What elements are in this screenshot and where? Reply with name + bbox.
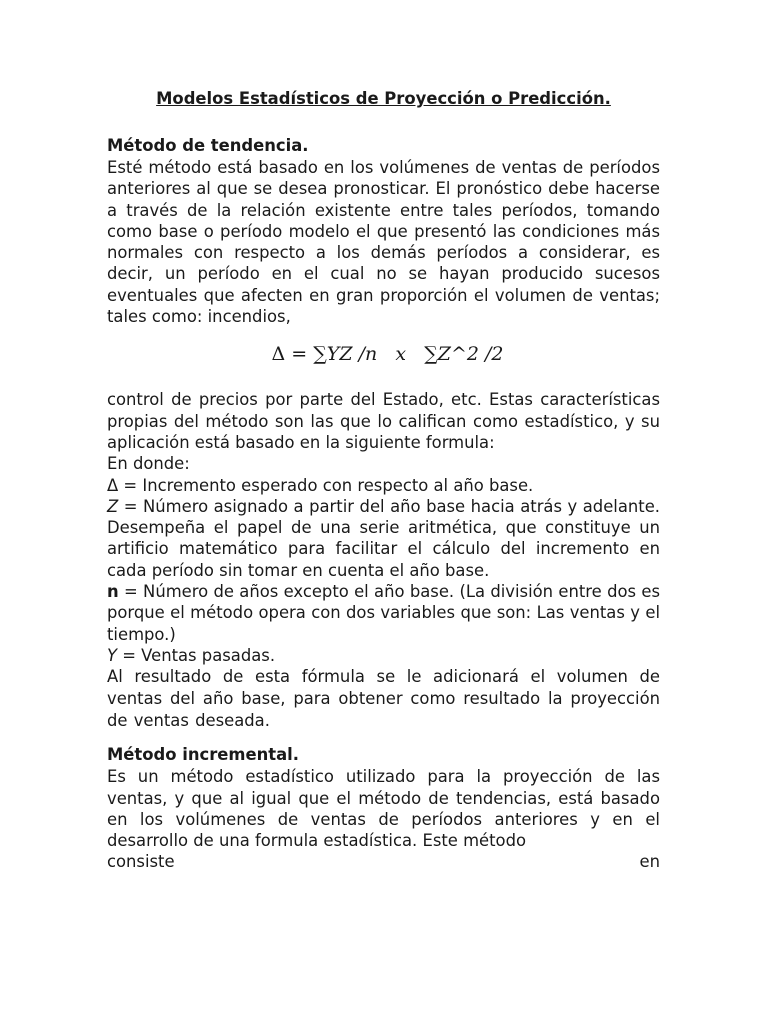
section-heading-tendencia: Método de tendencia.	[107, 136, 309, 155]
definition-z-text: = Número asignado a partir del año base hacia atrás y adelante. Desempeña el papel de una serie aritmética, que constituye un artificio matemático para facilitar el cálculo del incremento en cada período sin tomar en cuenta el año base.	[107, 496, 660, 580]
last-line-right-word: en	[639, 852, 660, 872]
paragraph-incremental-last-line	[107, 851, 660, 872]
formula	[107, 341, 660, 367]
formula-times: x	[395, 343, 407, 366]
section-heading-incremental: Método incremental.	[107, 745, 300, 765]
definition-delta: Δ = Incremento esperado con respecto al año base.	[107, 475, 534, 495]
definition-n	[107, 581, 660, 645]
definition-y-variable: Y	[107, 645, 118, 665]
definition-y	[107, 645, 660, 666]
document-title: Modelos Estadísticos de Proyección o Predicción.	[156, 89, 611, 108]
formula-equals: =	[291, 343, 308, 366]
paragraph-incremental: Es un método estadístico utilizado para la proyección de las ventas, y que al igual que el método de tendencias, está basado en los volúmenes de ventas de períodos anteriores y en el desarrollo de una formula estadística. Este método	[107, 767, 660, 851]
definition-n-text: = Número de años excepto el año base. (La división entre dos es porque el método opera con dos variables que son: Las ventas y el tiempo.)	[107, 582, 660, 644]
definition-n-variable: n	[107, 582, 119, 602]
definition-z	[107, 496, 660, 581]
last-line-left-word: consiste	[107, 852, 175, 872]
formula-delta: Δ	[271, 343, 286, 366]
en-donde-label: En donde:	[107, 454, 190, 474]
formula-sum-2: ∑	[424, 343, 438, 366]
formula-term-1: YZ /n	[326, 343, 378, 366]
paragraph-tendencia-caracteristicas: control de precios por parte del Estado, etc. Estas características propias del método son las que lo califican como estadístico, y su aplicación está basado en la siguiente formula:	[107, 390, 660, 452]
paragraph-tendencia-intro: Esté método está basado en los volúmenes de ventas de períodos anteriores al que se desea pronosticar. El pronóstico debe hacerse a través de la relación existente entre tales períodos, tomando como base o período modelo el que presentó las condiciones más normales con respecto a los demás períodos a considerar, es decir, un período en el cual no se hayan producido sucesos eventuales que afecten en gran proporción el volumen de ventas; tales como: incendios,	[107, 158, 660, 327]
definition-y-text: = Ventas pasadas.	[117, 645, 276, 665]
formula-sum-1: ∑	[313, 343, 327, 366]
definition-z-variable: Z	[107, 496, 119, 516]
formula-term-2: Z^2 /2	[437, 343, 504, 366]
paragraph-tendencia-resultado: Al resultado de esta fórmula se le adicionará el volumen de ventas del año base, para obtener como resultado la proyección de ventas deseada.	[107, 667, 660, 731]
